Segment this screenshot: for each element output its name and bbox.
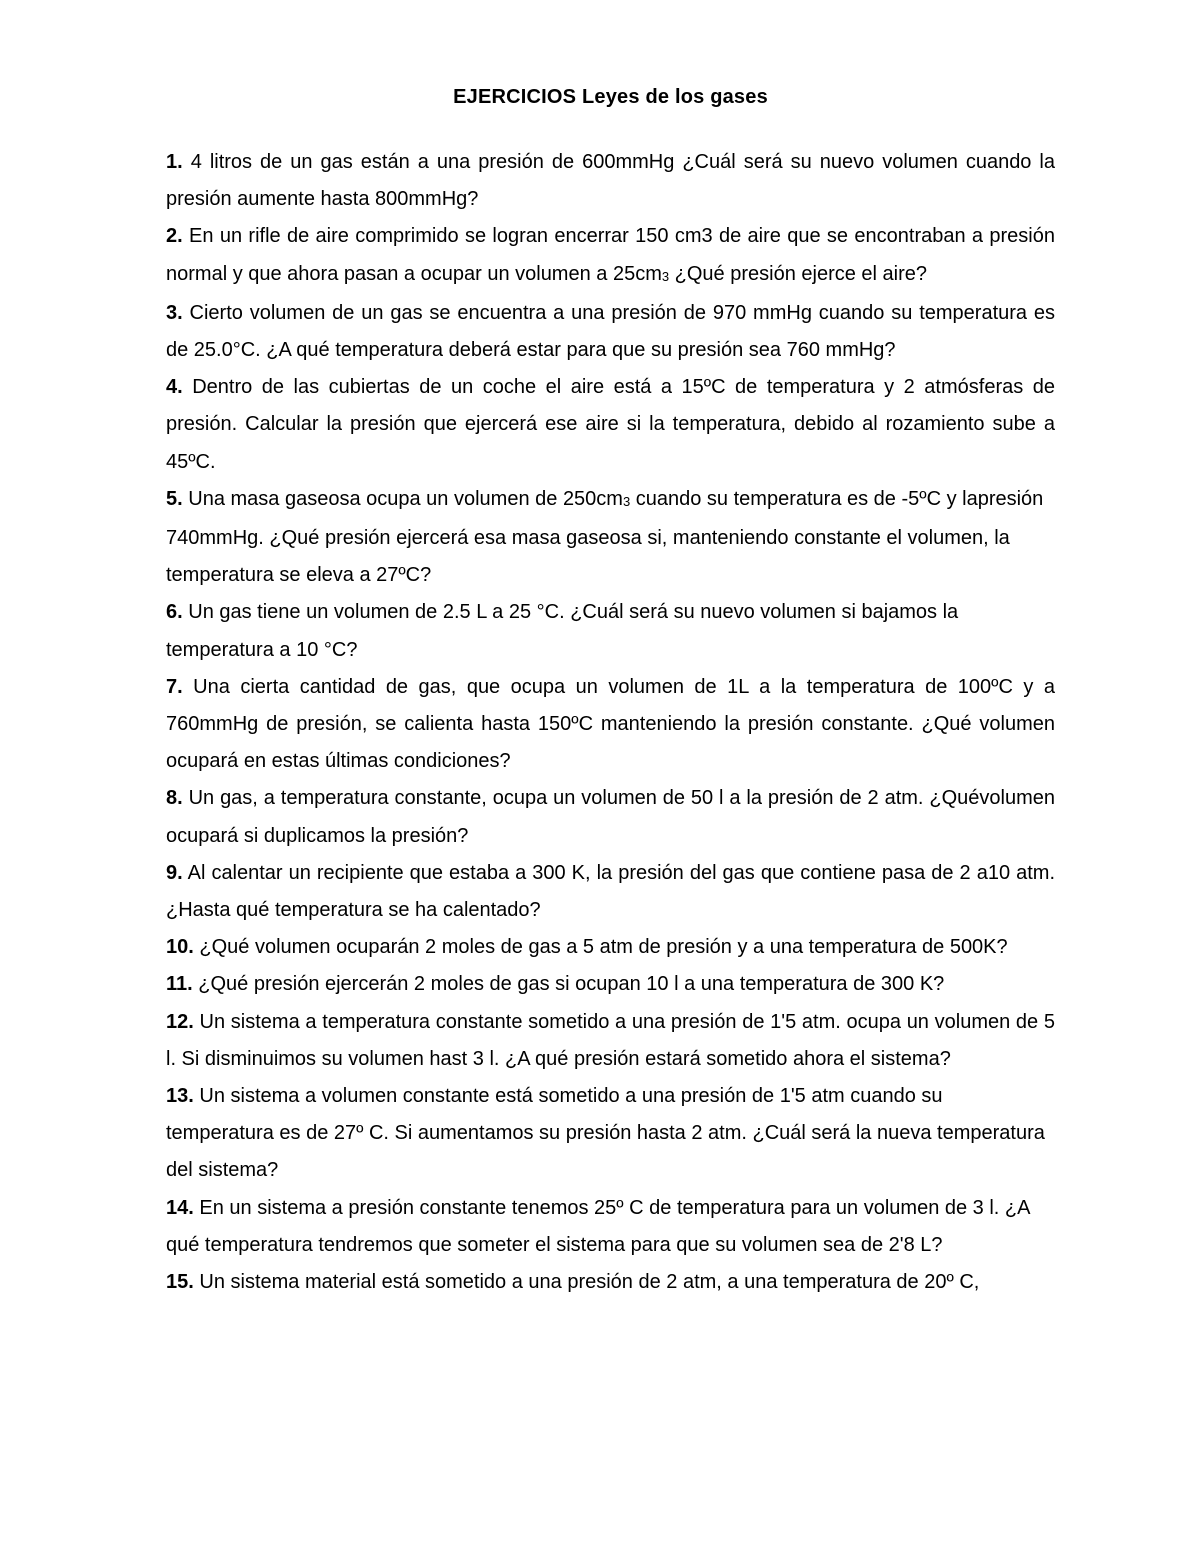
exercise-number: 6. <box>166 601 183 624</box>
exercise-number: 15. <box>166 1271 194 1294</box>
exercise-number: 4. <box>166 376 183 399</box>
exercise-number: 10. <box>166 936 194 959</box>
exercise-11 <box>166 966 1055 1003</box>
unit-subscript: 3 <box>622 493 631 509</box>
document-page <box>166 80 1055 1301</box>
exercise-text: Un gas tiene un volumen de 2.5 L a 25 °C. ¿Cuál será su nuevo volumen si bajamos la temperatura a 10 °C? <box>166 601 959 661</box>
exercise-text: Un sistema material está sometido a una presión de 2 atm, a una temperatura de 20º C, <box>199 1271 980 1294</box>
exercise-number: 14. <box>166 1196 194 1219</box>
exercise-9 <box>166 855 1055 929</box>
exercise-text: Un sistema a volumen constante está sometido a una presión de 1'5 atm cuando su temperatura es de 27º C. Si aumentamos su presión hasta 2 atm. ¿Cuál será la nueva temperatura del sistema? <box>166 1085 1045 1182</box>
exercise-number: 1. <box>166 151 183 173</box>
exercise-text: Dentro de las cubiertas de un coche el aire está a 15ºC de temperatura y 2 atmósferas de presión. Calcular la presión que ejercerá ese aire si la temperatura, debido al rozamiento sube a 45ºC. <box>166 376 1055 473</box>
exercise-text: Una cierta cantidad de gas, que ocupa un volumen de 1L a la temperatura de 100ºC y a 760mmHg de presión, se calienta hasta 150ºC manteniendo la presión constante. ¿Qué volumen ocupará en estas últimas condiciones? <box>166 675 1055 773</box>
exercise-text: Un sistema a temperatura constante sometido a una presión de 1'5 atm. ocupa un volumen de 5 l. Si disminuimos su volumen hast 3 l. ¿A qué presión estará sometido ahora el sistema? <box>166 1010 1055 1070</box>
exercise-7 <box>166 669 1055 781</box>
exercise-1 <box>166 144 1055 218</box>
exercise-5 <box>166 481 1055 595</box>
exercise-13 <box>166 1078 1055 1190</box>
exercise-10 <box>166 929 1055 966</box>
exercise-number: 2. <box>166 225 183 248</box>
exercise-text: 4 litros de un gas están a una presión de 600mmHg ¿Cuál será su nuevo volumen cuando la presión aumente hasta 800mmHg? <box>166 151 1056 211</box>
exercise-number: 8. <box>166 787 183 810</box>
exercise-number: 13. <box>166 1085 194 1108</box>
exercise-text: Una masa gaseosa ocupa un volumen de 250cm <box>188 487 623 510</box>
exercise-text-continued: ¿Qué presión ejerce el aire? <box>669 262 928 285</box>
exercise-number: 7. <box>166 675 183 698</box>
exercise-15 <box>166 1264 1055 1301</box>
exercise-3 <box>166 295 1055 369</box>
exercise-8 <box>166 780 1055 854</box>
exercise-text: Al calentar un recipiente que estaba a 300 K, la presión del gas que contiene pasa de 2 a10 atm. ¿Hasta qué temperatura se ha calentado? <box>166 861 1056 922</box>
exercise-text: En un sistema a presión constante tenemos 25º C de temperatura para un volumen de 3 l. ¿A qué temperatura tendremos que someter el sistema para que su volumen sea de 2'8 L? <box>166 1196 1030 1256</box>
exercise-number: 3. <box>166 301 183 324</box>
exercise-14 <box>166 1190 1055 1264</box>
document-title: EJERCICIOS Leyes de los gases <box>453 86 768 108</box>
exercise-text: ¿Qué presión ejercerán 2 moles de gas si ocupan 10 l a una temperatura de 300 K? <box>198 973 945 996</box>
exercise-number: 9. <box>166 861 183 884</box>
exercise-2 <box>166 218 1055 294</box>
exercise-6 <box>166 594 1055 668</box>
exercise-number: 11. <box>166 973 193 996</box>
exercise-number: 12. <box>166 1010 194 1033</box>
exercise-text: Cierto volumen de un gas se encuentra a una presión de 970 mmHg cuando su temperatura es de 25.0°C. ¿A qué temperatura deberá estar para que su presión sea 760 mmHg? <box>166 301 1055 362</box>
exercise-text: Un gas, a temperatura constante, ocupa un volumen de 50 l a la presión de 2 atm. ¿Quévolumen ocupará si duplicamos la presión? <box>166 787 1055 847</box>
exercise-text-continued: cuando su temperatura es de -5ºC y lapresión 740mmHg. ¿Qué presión ejercerá esa masa gaseosa si, manteniendo constante el volumen, la temperatura se eleva a 27ºC? <box>166 487 1044 587</box>
exercise-number: 5. <box>166 487 183 510</box>
exercise-text: En un rifle de aire comprimido se logran encerrar 150 cm3 de aire que se encontraban a presión normal y que ahora pasan a ocupar un volumen a 25cm <box>166 225 1055 285</box>
exercise-text: ¿Qué volumen ocuparán 2 moles de gas a 5 atm de presión y a una temperatura de 500K? <box>199 936 1008 959</box>
unit-subscript: 3 <box>661 268 670 284</box>
exercise-12 <box>166 1004 1055 1078</box>
exercise-4 <box>166 369 1055 481</box>
